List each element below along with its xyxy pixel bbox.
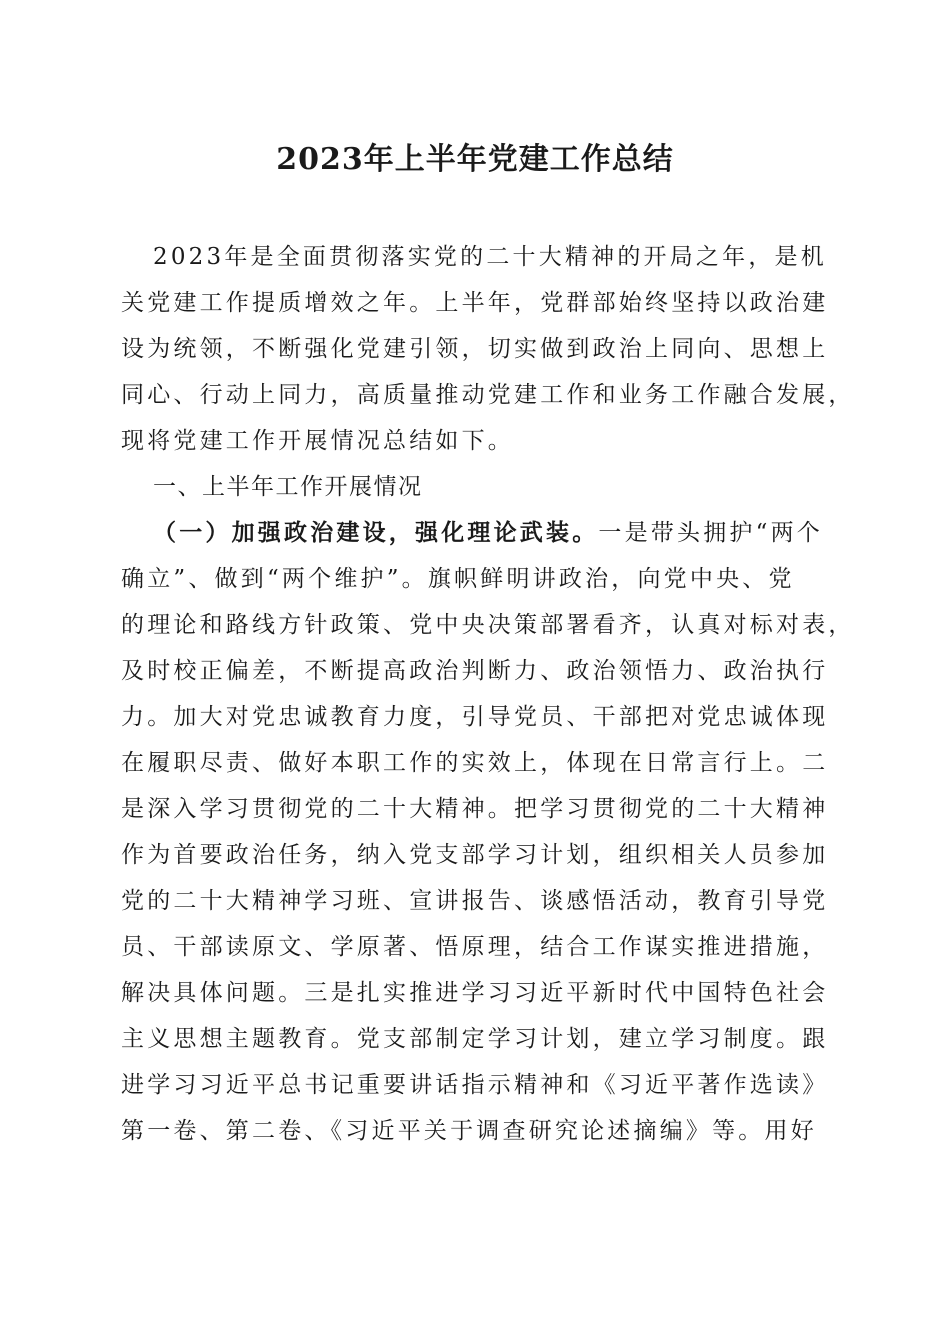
- subsection-first-line: [121, 510, 833, 556]
- intro-line: 同心、行动上同力，高质量推动党建工作和业务工作融合发展，: [121, 382, 855, 408]
- body-line: 确立”、做到“两个维护”。旗帜鲜明讲政治，向党中央、党: [121, 566, 795, 592]
- body-line: 主义思想主题教育。党支部制定学习计划，建立学习制度。跟: [121, 1026, 829, 1052]
- subsection-heading: （一）加强政治建设，强化理论武装。: [153, 519, 599, 546]
- body-line: 力。加大对党忠诚教育力度，引导党员、干部把对党忠诚体现: [121, 704, 829, 730]
- body-line: 员、干部读原文、学原著、悟原理，结合工作谋实推进措施，: [121, 934, 829, 960]
- body-line: 解决具体问题。三是扎实推进学习习近平新时代中国特色社会: [121, 980, 829, 1006]
- document-body: [121, 234, 855, 1154]
- body-line: 作为首要政治任务，纳入党支部学习计划，组织相关人员参加: [121, 842, 829, 868]
- body-line: 是深入学习贯彻党的二十大精神。把学习贯彻党的二十大精神: [121, 796, 829, 822]
- intro-line: 2023年是全面贯彻落实党的二十大精神的开局之年，是机: [153, 244, 827, 270]
- body-line: 在履职尽责、做好本职工作的实效上，体现在日常言行上。二: [121, 750, 829, 776]
- body-line: 的理论和路线方针政策、党中央决策部署看齐，认真对标对表，: [121, 612, 855, 638]
- section-heading: 一、上半年工作开展情况: [153, 474, 423, 500]
- body-line: 及时校正偏差，不断提高政治判断力、政治领悟力、政治执行: [121, 658, 829, 684]
- subsection-first-line-text: 一是带头拥护“两个: [598, 520, 823, 546]
- body-line: 党的二十大精神学习班、宣讲报告、谈感悟活动，教育引导党: [121, 888, 829, 914]
- body-line: 进学习习近平总书记重要讲话指示精神和《习近平著作选读》: [121, 1072, 829, 1098]
- intro-line: 设为统领，不断强化党建引领，切实做到政治上同向、思想上: [121, 336, 829, 362]
- body-line: 第一卷、第二卷、《习近平关于调查研究论述摘编》等。用好: [121, 1118, 817, 1144]
- intro-line: 现将党建工作开展情况总结如下。: [121, 428, 514, 454]
- document-title: 2023年上半年党建工作总结: [276, 142, 674, 177]
- intro-line: 关党建工作提质增效之年。上半年，党群部始终坚持以政治建: [121, 290, 829, 316]
